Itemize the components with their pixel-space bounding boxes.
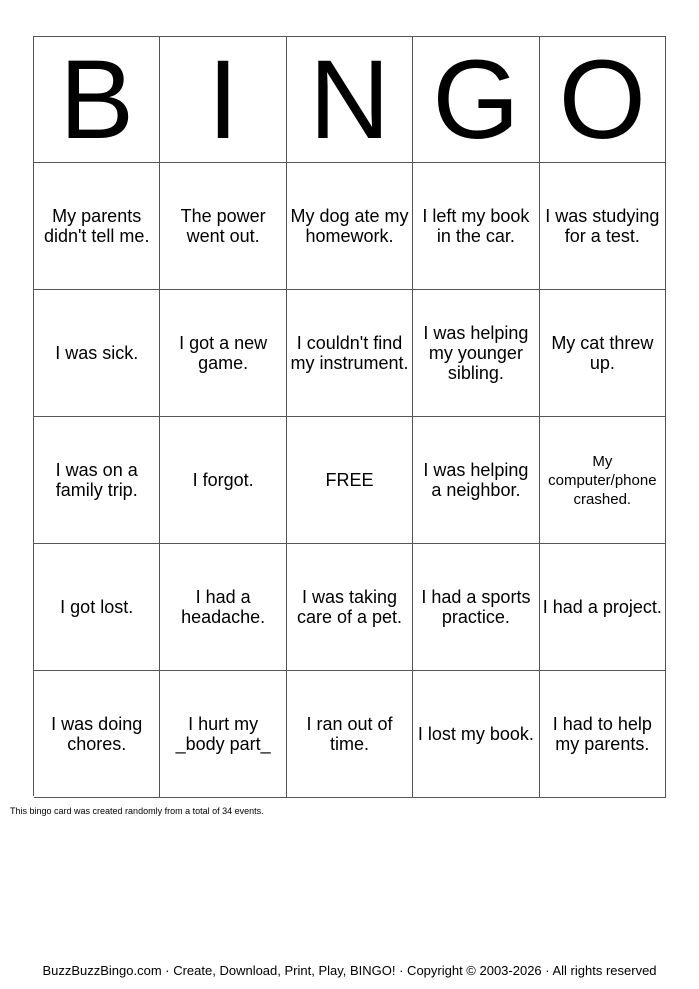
bingo-cell: I was sick. xyxy=(34,290,160,417)
header-letter-i: I xyxy=(160,37,286,163)
header-letter-g: G xyxy=(413,37,539,163)
page-footer: BuzzBuzzBingo.com · Create, Download, Print, Play, BINGO! · Copyright © 2003-2026 · All rights reserved xyxy=(42,963,657,978)
bingo-cell: I lost my book. xyxy=(413,671,539,798)
bingo-cell: The power went out. xyxy=(160,163,286,290)
card-generation-note: This bingo card was created randomly from a total of 34 events. xyxy=(10,806,264,816)
header-letter-n: N xyxy=(287,37,413,163)
bingo-cell: I had a headache. xyxy=(160,544,286,671)
bingo-row xyxy=(34,544,666,671)
free-space-cell: FREE xyxy=(287,417,413,544)
bingo-cell: I ran out of time. xyxy=(287,671,413,798)
bingo-cell: I had a project. xyxy=(540,544,666,671)
bingo-row xyxy=(34,290,666,417)
bingo-cell: I had a sports practice. xyxy=(413,544,539,671)
header-letter-b: B xyxy=(34,37,160,163)
bingo-row xyxy=(34,163,666,290)
bingo-cell: I was doing chores. xyxy=(34,671,160,798)
bingo-cell: My parents didn't tell me. xyxy=(34,163,160,290)
bingo-cell: I got lost. xyxy=(34,544,160,671)
bingo-cell: I had to help my parents. xyxy=(540,671,666,798)
bingo-cell: I was taking care of a pet. xyxy=(287,544,413,671)
bingo-cell: My computer/phone crashed. xyxy=(540,417,666,544)
bingo-cell: I forgot. xyxy=(160,417,286,544)
bingo-cell: My cat threw up. xyxy=(540,290,666,417)
bingo-cell: I couldn't find my instrument. xyxy=(287,290,413,417)
bingo-cell: I was helping my younger sibling. xyxy=(413,290,539,417)
bingo-cell: I was on a family trip. xyxy=(34,417,160,544)
bingo-cell: I hurt my _body part_ xyxy=(160,671,286,798)
bingo-cell: I left my book in the car. xyxy=(413,163,539,290)
bingo-cell: I was helping a neighbor. xyxy=(413,417,539,544)
bingo-row xyxy=(34,671,666,798)
bingo-row xyxy=(34,417,666,544)
bingo-card xyxy=(33,36,666,796)
bingo-cell: I got a new game. xyxy=(160,290,286,417)
bingo-cell: I was studying for a test. xyxy=(540,163,666,290)
bingo-header-row xyxy=(34,37,666,163)
bingo-cell: My dog ate my homework. xyxy=(287,163,413,290)
header-letter-o: O xyxy=(540,37,666,163)
